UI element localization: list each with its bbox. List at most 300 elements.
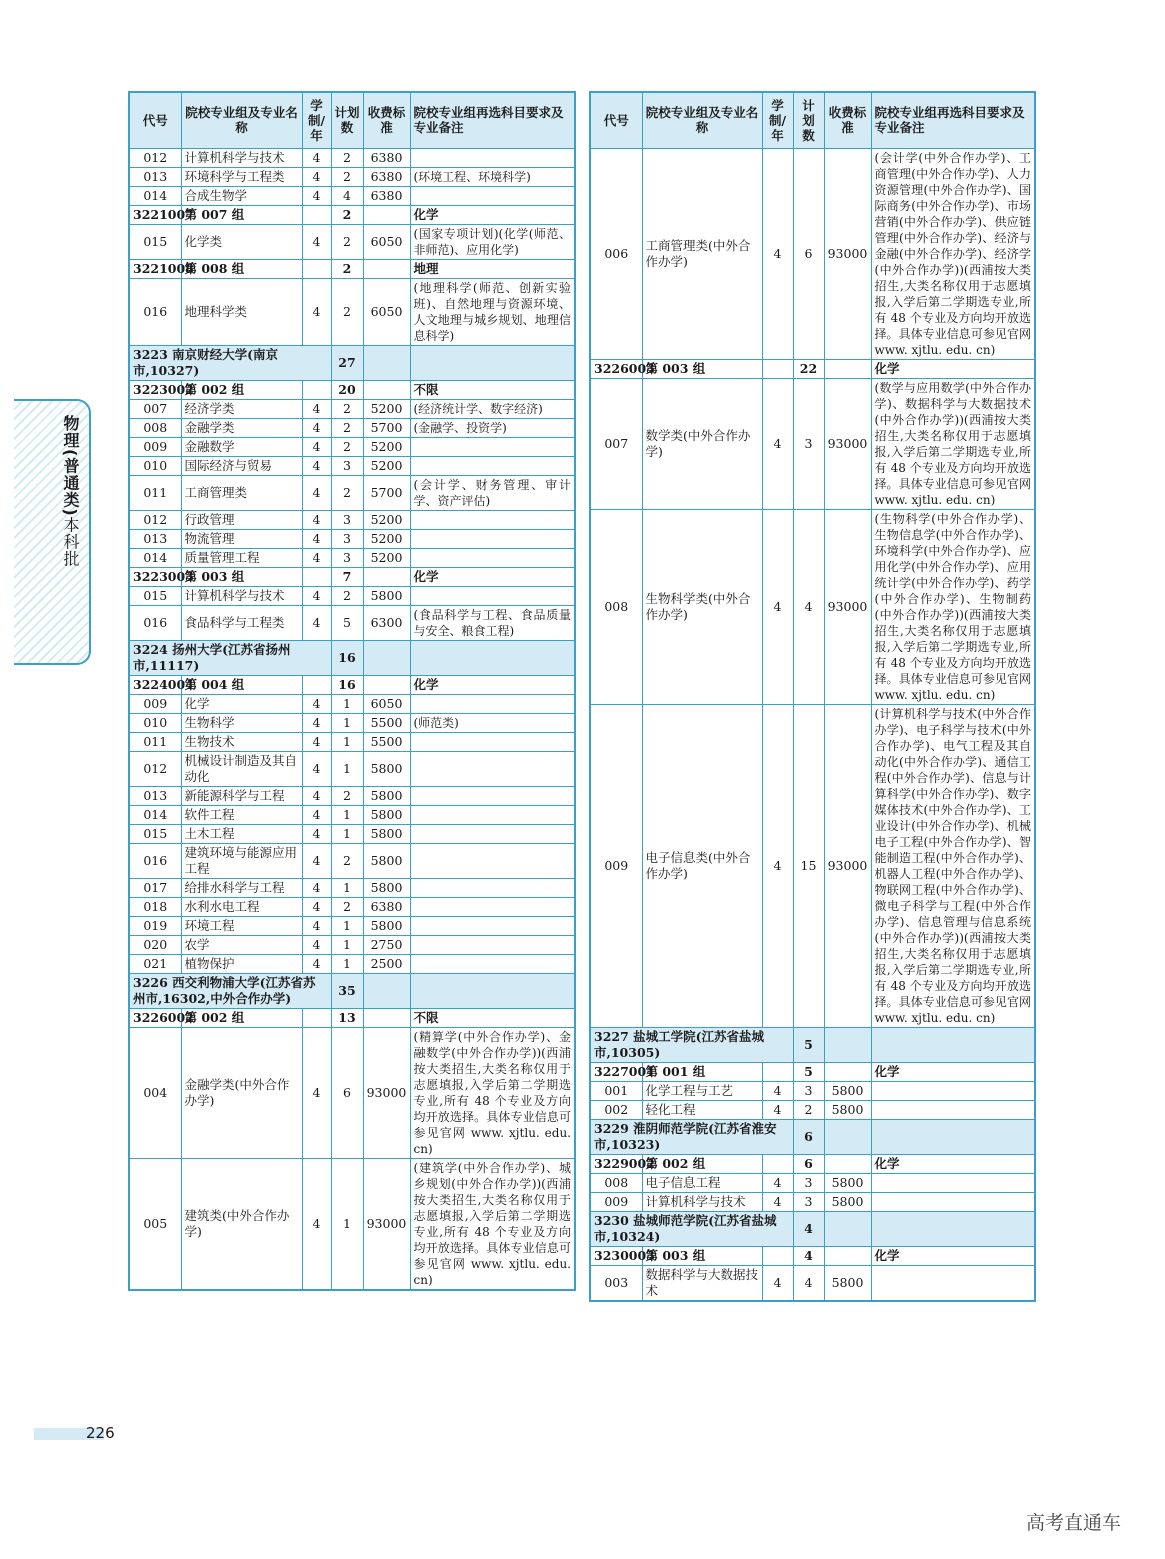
fee-cell: 93000 <box>363 1158 410 1290</box>
major-row <box>129 954 575 973</box>
note-cell <box>410 640 575 675</box>
left-table <box>128 91 576 1291</box>
years-cell <box>762 1154 793 1173</box>
years-cell: 4 <box>302 878 331 897</box>
plan-cell: 2 <box>331 437 363 456</box>
group-name: 第 003 组 <box>642 1246 762 1265</box>
side-label-batch: 本科批 <box>61 516 80 568</box>
fee-cell: 5800 <box>363 751 410 786</box>
group-code: 3227001 <box>590 1062 642 1081</box>
note-cell: (地理科学(师范、创新实验班)、自然地理与资源环境、人文地理与城乡规划、地理信息科学) <box>410 278 575 345</box>
years-cell: 4 <box>762 378 793 509</box>
major-code: 011 <box>129 475 181 510</box>
major-code: 014 <box>129 186 181 205</box>
major-code: 006 <box>590 148 642 359</box>
years-cell: 4 <box>302 529 331 548</box>
note-cell <box>410 456 575 475</box>
group-row <box>590 1062 1035 1081</box>
major-row <box>129 418 575 437</box>
fee-cell: 6050 <box>363 224 410 259</box>
major-code: 004 <box>129 1027 181 1158</box>
group-row <box>129 567 575 586</box>
fee-cell: 93000 <box>824 148 871 359</box>
major-row <box>129 167 575 186</box>
major-name: 物流管理 <box>181 529 302 548</box>
major-code: 009 <box>590 704 642 1027</box>
years-cell: 4 <box>302 1027 331 1158</box>
major-code: 003 <box>590 1265 642 1301</box>
side-tab <box>14 399 91 665</box>
major-code: 012 <box>129 148 181 167</box>
header-name: 院校专业组及专业名称 <box>181 92 302 148</box>
fee-cell: 6050 <box>363 694 410 713</box>
subject-requirement: 地理 <box>410 259 575 278</box>
subject-requirement: 化学 <box>871 359 1035 378</box>
years-cell: 4 <box>302 456 331 475</box>
fee-cell <box>824 1027 871 1062</box>
left-table-body <box>129 148 575 1290</box>
major-row <box>129 732 575 751</box>
years-cell <box>762 1246 793 1265</box>
major-code: 015 <box>129 824 181 843</box>
major-code: 010 <box>129 713 181 732</box>
plan-cell: 2 <box>331 224 363 259</box>
years-cell: 4 <box>762 509 793 704</box>
note-cell <box>410 751 575 786</box>
years-cell: 4 <box>302 224 331 259</box>
major-row <box>129 1158 575 1290</box>
header-plan: 计划数 <box>793 92 824 148</box>
major-row <box>590 1265 1035 1301</box>
major-code: 010 <box>129 456 181 475</box>
plan-cell: 2 <box>331 278 363 345</box>
plan-cell: 5 <box>793 1062 824 1081</box>
major-name: 软件工程 <box>181 805 302 824</box>
header-code: 代号 <box>590 92 642 148</box>
note-cell <box>410 786 575 805</box>
major-name: 新能源科学与工程 <box>181 786 302 805</box>
plan-cell: 2 <box>331 843 363 878</box>
years-cell: 4 <box>302 786 331 805</box>
major-row <box>129 529 575 548</box>
major-row <box>129 751 575 786</box>
major-code: 011 <box>129 732 181 751</box>
plan-cell: 1 <box>331 713 363 732</box>
major-code: 014 <box>129 548 181 567</box>
plan-cell: 15 <box>793 704 824 1027</box>
group-name: 第 003 组 <box>642 359 762 378</box>
major-name: 计算机科学与技术 <box>181 586 302 605</box>
major-row <box>590 1173 1035 1192</box>
major-row <box>129 456 575 475</box>
fee-cell: 5700 <box>363 418 410 437</box>
years-cell: 4 <box>302 186 331 205</box>
fee-cell: 5200 <box>363 510 410 529</box>
fee-cell <box>363 205 410 224</box>
years-cell: 4 <box>302 167 331 186</box>
subject-requirement: 化学 <box>871 1154 1035 1173</box>
plan-cell: 2 <box>331 475 363 510</box>
major-name: 植物保护 <box>181 954 302 973</box>
major-row <box>129 713 575 732</box>
group-code: 3229002 <box>590 1154 642 1173</box>
major-row <box>590 1192 1035 1211</box>
group-row <box>129 1008 575 1027</box>
school-name: 3227 盐城工学院(江苏省盐城市,10305) <box>590 1027 793 1062</box>
group-row <box>590 1246 1035 1265</box>
school-name: 3229 淮阴师范学院(江苏省淮安市,10323) <box>590 1119 793 1154</box>
watermark: 高考直通车 <box>1026 1512 1122 1534</box>
major-name: 数据科学与大数据技术 <box>642 1265 762 1301</box>
major-code: 009 <box>129 694 181 713</box>
group-name: 第 002 组 <box>642 1154 762 1173</box>
school-name: 3224 扬州大学(江苏省扬州市,11117) <box>129 640 331 675</box>
plan-cell: 4 <box>331 186 363 205</box>
note-cell: (建筑学(中外合作办学)、城乡规划(中外合作办学))(西浦按大类招生,大类名称仅用于志愿填报,入学后第二学期选专业,所有 48 个专业及方向均开放选择。具体专业信息可参见官网 www. xjtlu. edu. cn) <box>410 1158 575 1290</box>
years-cell: 4 <box>302 1158 331 1290</box>
major-code: 005 <box>129 1158 181 1290</box>
major-name: 质量管理工程 <box>181 548 302 567</box>
plan-cell: 2 <box>331 418 363 437</box>
school-row <box>129 973 575 1008</box>
years-cell <box>302 675 331 694</box>
fee-cell: 5700 <box>363 475 410 510</box>
years-cell: 4 <box>762 148 793 359</box>
plan-cell: 3 <box>793 378 824 509</box>
major-code: 007 <box>590 378 642 509</box>
major-row <box>129 437 575 456</box>
major-code: 014 <box>129 805 181 824</box>
major-name: 轻化工程 <box>642 1100 762 1119</box>
years-cell: 4 <box>302 548 331 567</box>
major-code: 016 <box>129 605 181 640</box>
plan-cell: 4 <box>793 1265 824 1301</box>
major-name: 计算机科学与技术 <box>181 148 302 167</box>
group-name: 第 004 组 <box>181 675 302 694</box>
major-row <box>129 916 575 935</box>
years-cell <box>302 259 331 278</box>
subject-requirement: 不限 <box>410 1008 575 1027</box>
note-cell <box>871 1265 1035 1301</box>
fee-cell: 93000 <box>824 704 871 1027</box>
major-name: 计算机科学与技术 <box>642 1192 762 1211</box>
fee-cell: 5200 <box>363 437 410 456</box>
plan-cell: 3 <box>331 510 363 529</box>
plan-cell: 1 <box>331 916 363 935</box>
fee-cell: 5800 <box>824 1081 871 1100</box>
plan-cell: 3 <box>793 1081 824 1100</box>
major-name: 生物科学类(中外合作办学) <box>642 509 762 704</box>
years-cell: 4 <box>302 475 331 510</box>
plan-cell: 2 <box>331 399 363 418</box>
fee-cell: 5200 <box>363 529 410 548</box>
years-cell: 4 <box>302 916 331 935</box>
plan-cell: 2 <box>331 586 363 605</box>
major-name: 给排水科学与工程 <box>181 878 302 897</box>
major-row <box>129 843 575 878</box>
fee-cell <box>824 1062 871 1081</box>
plan-cell: 27 <box>331 345 363 380</box>
page-number: 226 <box>86 1424 115 1442</box>
header-note: 院校专业组再选科目要求及专业备注 <box>871 92 1035 148</box>
major-name: 生物科学 <box>181 713 302 732</box>
plan-cell: 1 <box>331 824 363 843</box>
major-name: 合成生物学 <box>181 186 302 205</box>
years-cell: 4 <box>302 732 331 751</box>
years-cell: 4 <box>302 713 331 732</box>
plan-cell: 1 <box>331 935 363 954</box>
header-fee: 收费标准 <box>363 92 410 148</box>
years-cell: 4 <box>762 1265 793 1301</box>
group-row <box>590 359 1035 378</box>
fee-cell: 5800 <box>824 1265 871 1301</box>
plan-cell: 6 <box>793 1119 824 1154</box>
years-cell: 4 <box>302 805 331 824</box>
years-cell: 4 <box>302 605 331 640</box>
group-row <box>129 380 575 399</box>
note-cell <box>410 186 575 205</box>
major-name: 土木工程 <box>181 824 302 843</box>
fee-cell: 6380 <box>363 897 410 916</box>
note-cell <box>410 694 575 713</box>
fee-cell: 5800 <box>824 1173 871 1192</box>
group-row <box>590 1154 1035 1173</box>
major-name: 金融数学 <box>181 437 302 456</box>
fee-cell: 5800 <box>363 878 410 897</box>
fee-cell: 6300 <box>363 605 410 640</box>
years-cell <box>762 1062 793 1081</box>
header-code: 代号 <box>129 92 181 148</box>
major-code: 013 <box>129 786 181 805</box>
group-row <box>129 675 575 694</box>
fee-cell <box>824 1246 871 1265</box>
major-row <box>590 1100 1035 1119</box>
fee-cell <box>824 359 871 378</box>
fee-cell <box>824 1211 871 1246</box>
school-row <box>590 1119 1035 1154</box>
major-code: 001 <box>590 1081 642 1100</box>
major-code: 007 <box>129 399 181 418</box>
fee-cell: 6380 <box>363 186 410 205</box>
group-name: 第 002 组 <box>181 1008 302 1027</box>
note-cell <box>410 935 575 954</box>
group-code: 3223003 <box>129 567 181 586</box>
note-cell: (国家专项计划)(化学(师范、非师范)、应用化学) <box>410 224 575 259</box>
major-row <box>590 704 1035 1027</box>
major-code: 020 <box>129 935 181 954</box>
note-cell: (计算机科学与技术(中外合作办学)、电子科学与技术(中外合作办学)、电气工程及其自动化(中外合作办学)、通信工程(中外合作办学)、信息与计算科学(中外合作办学)、数字媒体技术(中外合作办学)、工业设计(中外合作办学)、机械电子工程(中外合作办学)、智能制造工程(中外合作办学)、机器人工程(中外合作办学)、物联网工程(中外合作办学)、微电子科学与工程(中外合作办学)、信息管理与信息系统(中外合作办学))(西浦按大类招生,大类名称仅用于志愿填报,入学后第二学期选专业,所有 48 个专业及方向均开放选择。具体专业信息可参见官网 www. xjtlu. edu. cn) <box>871 704 1035 1027</box>
years-cell: 4 <box>302 694 331 713</box>
major-code: 015 <box>129 586 181 605</box>
fee-cell: 5500 <box>363 713 410 732</box>
school-name: 3223 南京财经大学(南京市,10327) <box>129 345 331 380</box>
subject-requirement: 化学 <box>410 205 575 224</box>
fee-cell: 93000 <box>824 378 871 509</box>
years-cell: 4 <box>302 897 331 916</box>
fee-cell: 5200 <box>363 456 410 475</box>
major-code: 016 <box>129 843 181 878</box>
plan-cell: 2 <box>331 205 363 224</box>
major-code: 008 <box>590 509 642 704</box>
note-cell <box>410 732 575 751</box>
group-code: 3226002 <box>129 1008 181 1027</box>
note-cell: (食品科学与工程、食品质量与安全、粮食工程) <box>410 605 575 640</box>
plan-cell: 2 <box>331 259 363 278</box>
years-cell: 4 <box>302 278 331 345</box>
major-row <box>590 378 1035 509</box>
note-cell <box>410 345 575 380</box>
subject-requirement: 不限 <box>410 380 575 399</box>
major-code: 009 <box>590 1192 642 1211</box>
major-code: 018 <box>129 897 181 916</box>
major-name: 电子信息工程 <box>642 1173 762 1192</box>
subject-requirement: 化学 <box>410 675 575 694</box>
note-cell <box>871 1100 1035 1119</box>
fee-cell <box>363 973 410 1008</box>
right-table <box>589 91 1036 1302</box>
major-name: 工商管理类 <box>181 475 302 510</box>
plan-cell: 1 <box>331 732 363 751</box>
fee-cell: 93000 <box>363 1027 410 1158</box>
fee-cell: 5200 <box>363 399 410 418</box>
header-fee: 收费标准 <box>824 92 871 148</box>
header-years: 学制/年 <box>302 92 331 148</box>
fee-cell: 2750 <box>363 935 410 954</box>
school-row <box>590 1211 1035 1246</box>
fee-cell <box>363 1008 410 1027</box>
plan-cell: 3 <box>331 529 363 548</box>
major-code: 008 <box>129 418 181 437</box>
header-name: 院校专业组及专业名称 <box>642 92 762 148</box>
note-cell <box>871 1119 1035 1154</box>
plan-cell: 4 <box>793 1211 824 1246</box>
major-name: 工商管理类(中外合作办学) <box>642 148 762 359</box>
note-cell: (师范类) <box>410 713 575 732</box>
subject-requirement: 化学 <box>871 1062 1035 1081</box>
plan-cell: 13 <box>331 1008 363 1027</box>
plan-cell: 5 <box>793 1027 824 1062</box>
years-cell: 4 <box>762 1173 793 1192</box>
major-name: 化学类 <box>181 224 302 259</box>
major-name: 金融学类 <box>181 418 302 437</box>
note-cell <box>410 843 575 878</box>
group-code: 3221008 <box>129 259 181 278</box>
plan-cell: 22 <box>793 359 824 378</box>
major-row <box>129 475 575 510</box>
major-code: 008 <box>590 1173 642 1192</box>
note-cell <box>410 529 575 548</box>
major-name: 建筑类(中外合作办学) <box>181 1158 302 1290</box>
note-cell <box>410 916 575 935</box>
header-years: 学制/年 <box>762 92 793 148</box>
plan-cell: 1 <box>331 805 363 824</box>
years-cell <box>762 359 793 378</box>
fee-cell: 6380 <box>363 148 410 167</box>
major-name: 国际经济与贸易 <box>181 456 302 475</box>
major-code: 013 <box>129 529 181 548</box>
major-row <box>129 805 575 824</box>
school-name: 3226 西交利物浦大学(江苏省苏州市,16302,中外合作办学) <box>129 973 331 1008</box>
note-cell <box>410 897 575 916</box>
major-code: 019 <box>129 916 181 935</box>
major-row <box>129 224 575 259</box>
fee-cell: 5800 <box>363 805 410 824</box>
years-cell: 4 <box>762 1100 793 1119</box>
years-cell: 4 <box>302 751 331 786</box>
group-name: 第 008 组 <box>181 259 302 278</box>
plan-cell: 3 <box>331 548 363 567</box>
years-cell: 4 <box>302 824 331 843</box>
plan-cell: 3 <box>793 1173 824 1192</box>
major-row <box>129 935 575 954</box>
plan-cell: 6 <box>331 1027 363 1158</box>
major-name: 生物技术 <box>181 732 302 751</box>
fee-cell: 93000 <box>824 509 871 704</box>
major-code: 009 <box>129 437 181 456</box>
years-cell: 4 <box>302 437 331 456</box>
school-row <box>590 1027 1035 1062</box>
major-name: 经济学类 <box>181 399 302 418</box>
major-code: 012 <box>129 510 181 529</box>
major-row <box>129 694 575 713</box>
major-row <box>590 1081 1035 1100</box>
note-cell: (数学与应用数学(中外合作办学)、数据科学与大数据技术(中外合作办学))(西浦按大类招生,大类名称仅用于志愿填报,入学后第二学期选专业,所有 48 个专业及方向均开放选择。具体专业信息可参见官网 www. xjtlu. edu. cn) <box>871 378 1035 509</box>
group-name: 第 001 组 <box>642 1062 762 1081</box>
fee-cell <box>363 345 410 380</box>
group-code: 3226003 <box>590 359 642 378</box>
school-name: 3230 盐城师范学院(江苏省盐城市,10324) <box>590 1211 793 1246</box>
plan-cell: 3 <box>331 456 363 475</box>
note-cell <box>871 1081 1035 1100</box>
years-cell: 4 <box>762 704 793 1027</box>
major-name: 水利水电工程 <box>181 897 302 916</box>
years-cell <box>302 1008 331 1027</box>
major-name: 机械设计制造及其自动化 <box>181 751 302 786</box>
major-row <box>590 148 1035 359</box>
note-cell <box>410 878 575 897</box>
major-name: 地理科学类 <box>181 278 302 345</box>
note-cell <box>871 1192 1035 1211</box>
note-cell <box>410 437 575 456</box>
note-cell <box>871 1173 1035 1192</box>
years-cell: 4 <box>302 935 331 954</box>
subject-requirement: 化学 <box>871 1246 1035 1265</box>
major-name: 化学 <box>181 694 302 713</box>
plan-cell: 3 <box>793 1192 824 1211</box>
group-code: 3221007 <box>129 205 181 224</box>
plan-cell: 1 <box>331 954 363 973</box>
major-code: 015 <box>129 224 181 259</box>
plan-cell: 4 <box>793 1246 824 1265</box>
fee-cell <box>824 1119 871 1154</box>
note-cell: (会计学(中外合作办学)、工商管理(中外合作办学)、人力资源管理(中外合作办学)、国际商务(中外合作办学)、市场营销(中外合作办学)、供应链管理(中外合作办学)、经济与金融(中外合作办学)、经济学(中外合作办学))(西浦按大类招生,大类名称仅用于志愿填报,入学后第二学期选专业,所有 48 个专业及方向均开放选择。具体专业信息可参见官网 www. xjtlu. edu. cn) <box>871 148 1035 359</box>
major-code: 017 <box>129 878 181 897</box>
major-row <box>129 548 575 567</box>
note-cell: (精算学(中外合作办学)、金融数学(中外合作办学))(西浦按大类招生,大类名称仅用于志愿填报,入学后第二学期选专业,所有 48 个专业及方向均开放选择。具体专业信息可参见官网 www. xjtlu. edu. cn) <box>410 1027 575 1158</box>
fee-cell <box>363 675 410 694</box>
plan-cell: 4 <box>793 509 824 704</box>
header-plan: 计划数 <box>331 92 363 148</box>
note-cell <box>410 148 575 167</box>
plan-cell: 1 <box>331 694 363 713</box>
fee-cell: 2500 <box>363 954 410 973</box>
major-row <box>129 586 575 605</box>
note-cell <box>410 548 575 567</box>
fee-cell <box>824 1154 871 1173</box>
note-cell: (会计学、财务管理、审计学、资产评估) <box>410 475 575 510</box>
fee-cell: 5800 <box>824 1192 871 1211</box>
major-name: 电子信息类(中外合作办学) <box>642 704 762 1027</box>
